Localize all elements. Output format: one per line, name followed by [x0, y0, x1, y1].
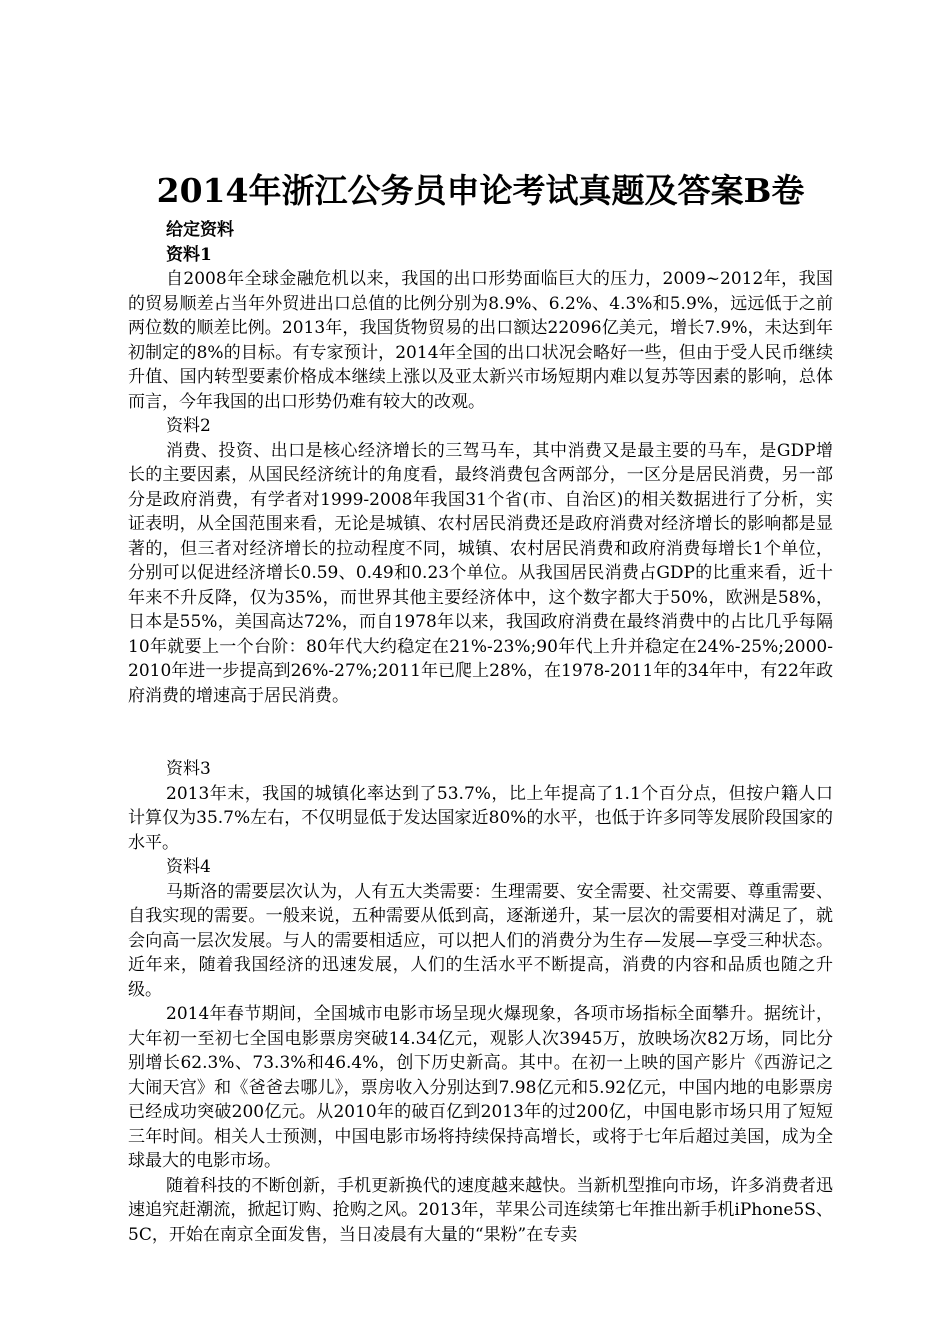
material-3-label: 资料3	[166, 759, 211, 779]
material-2-paragraph: 消费、投资、出口是核心经济增长的三驾马车，其中消费又是最主要的马车，是GDP增长的主要因素，从国民经济统计的角度看，最终消费包含两部分，一区分是居民消费，另一部分是政府消费，有学者对1999-2008年我国31个省(市、自治区)的相关数据进行了分析，实证表明，从全国范围来看，无论是城镇、农村居民消费还是政府消费对经济增长的影响都是显著的，但三者对经济增长的拉动程度不同，城镇、农村居民消费和政府消费每增长1个单位，分别可以促进经济增长0.59、0.49和0.23个单位。从我国居民消费占GDP的比重来看，近十年来不升反降，仅为35%，而世界其他主要经济体中，这个数字都大于50%，欧洲是58%，日本是55%，美国高达72%，而自1978年以来，我国政府消费在最终消费中的占比几乎每隔10年就要上一个台阶：80年代大约稳定在21%-23%;90年代上升并稳定在24%-25%;2000-2010年进一步提高到26%-27%;2011年已爬上28%，在1978-2011年的34年中，有22年政府消费的增速高于居民消费。	[128, 440, 833, 706]
material-4-paragraph-2: 2014年春节期间，全国城市电影市场呈现火爆现象，各项市场指标全面攀升。据统计，大年初一至初七全国电影票房突破14.34亿元，观影人次3945万，放映场次82万场，同比分别增长62.3%、73.3%和46.4%，创下历史新高。其中。在初一上映的国产影片《西游记之大闹天宫》和《爸爸去哪儿》，票房收入分别达到7.98亿元和5.92亿元，中国内地的电影票房已经成功突破200亿元。从2010年的破百亿到2013年的过200亿，中国电影市场只用了短短三年时间。相关人士预测，中国电影市场将持续保持高增长，或将于七年后超过美国，成为全球最大的电影市场。	[128, 1004, 833, 1171]
material-4-paragraph-3: 随着科技的不断创新，手机更新换代的速度越来越快。当新机型推向市场，许多消费者迅速追究赶潮流，掀起订购、抢购之风。2013年，苹果公司连续第七年推出新手机iPhone5S、5C，开始在南京全面发售，当日凌晨有大量的“果粉”在专卖	[128, 1175, 833, 1245]
document-page	[128, 168, 833, 1247]
material-1-paragraph: 自2008年全球金融危机以来，我国的出口形势面临巨大的压力，2009~2012年，我国的贸易顺差占当年外贸进出口总值的比例分别为8.9%、6.2%、4.3%和5.9%，远远低于之前两位数的顺差比例。2013年，我国货物贸易的出口额达22096亿美元，增长7.9%，未达到年初制定的8%的目标。有专家预计，2014年全国的出口状况会略好一些，但由于受人民币继续升值、国内转型要素价格成本继续上涨以及亚太新兴市场短期内难以复苏等因素的影响，总体而言，今年我国的出口形势仍难有较大的改观。	[128, 269, 833, 412]
material-4-label: 资料4	[166, 857, 211, 877]
material-1-label: 资料1	[166, 244, 212, 265]
material-2-label: 资料2	[166, 416, 211, 436]
section-heading: 给定资料	[166, 220, 234, 240]
material-3-paragraph: 2013年末，我国的城镇化率达到了53.7%，比上年提高了1.1个百分点，但按户籍人口计算仅为35.7%左右，不仅明显低于发达国家近80%的水平，也低于许多同等发展阶段国家的水平。	[128, 783, 833, 853]
document-title: 2014年浙江公务员申论考试真题及答案B卷	[156, 171, 805, 210]
material-4-paragraph-1: 马斯洛的需要层次认为，人有五大类需要：生理需要、安全需要、社交需要、尊重需要、自我实现的需要。一般来说，五种需要从低到高，逐渐递升，某一层次的需要相对满足了，就会向高一层次发展。与人的需要相适应，可以把人们的消费分为生存—发展—享受三种状态。近年来，随着我国经济的迅速发展，人们的生活水平不断提高，消费的内容和品质也随之升级。	[128, 881, 833, 1000]
blank-gap	[128, 708, 833, 757]
